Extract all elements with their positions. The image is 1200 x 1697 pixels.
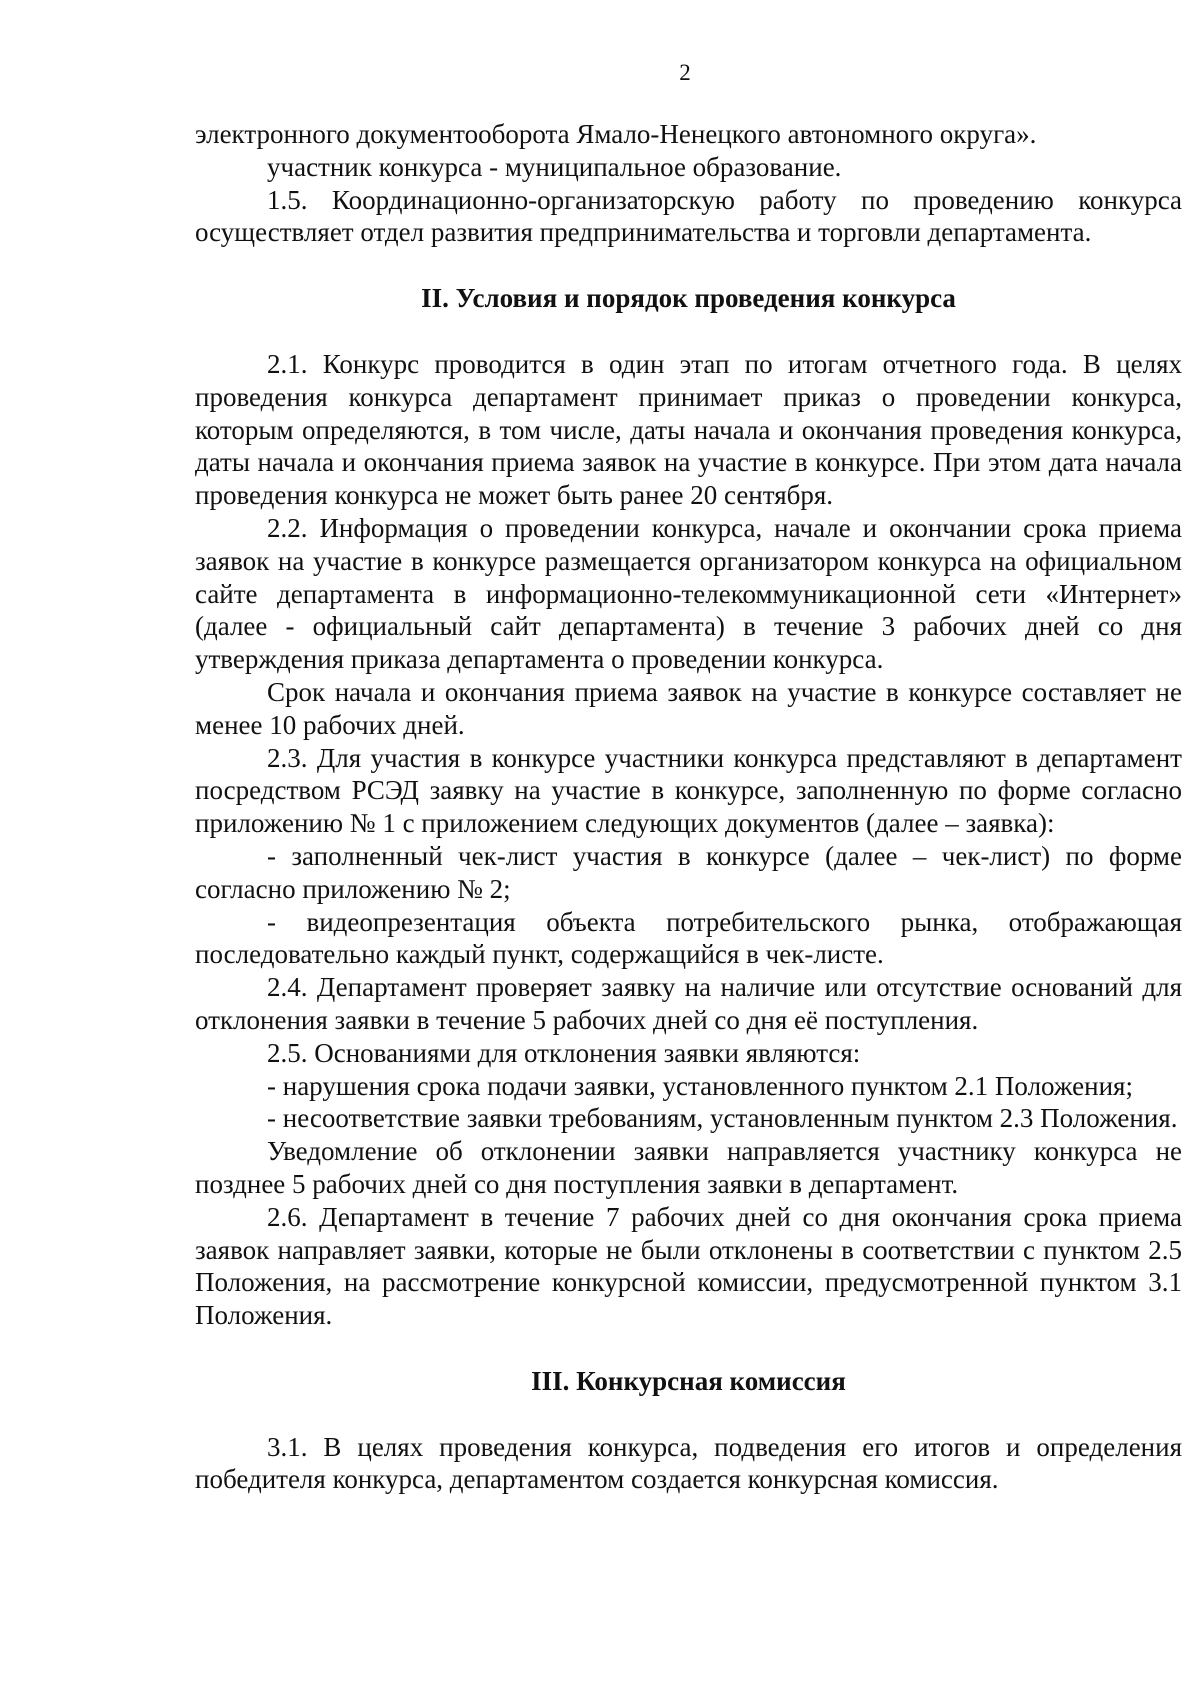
paragraph-2-4: 2.4. Департамент проверяет заявку на наличие или отсутствие оснований для отклонения заявки в течение 5 рабочих дней со дня её поступления. [195, 972, 1182, 1035]
paragraph-2-1: 2.1. Конкурс проводится в один этап по итогам отчетного года. В целях проведения конкурса департамент принимает приказ о проведении конкурса, которым определяются, в том числе, даты начала и окончания проведения конкурса, даты начала и окончания приема заявок на участие в конкурсе. При этом дата начала проведения конкурса не может быть ранее 20 сентября. [195, 348, 1182, 511]
paragraph-application-term: Срок начала и окончания приема заявок на участие в конкурсе составляет не менее 10 рабочих дней. [195, 676, 1182, 740]
list-item-checklist: - заполненный чек-лист участия в конкурсе (далее – чек-лист) по форме согласно приложению № 2; [195, 840, 1182, 904]
section-heading-3: III. Конкурсная комиссия [531, 1365, 846, 1396]
paragraph-rejection-notice: Уведомление об отклонении заявки направляется участнику конкурса не позднее 5 рабочих дней со дня поступления заявки в департамент. [195, 1136, 1182, 1199]
paragraph-participant-definition: участник конкурса - муниципальное образование. [267, 151, 842, 182]
paragraph-3-1: 3.1. В целях проведения конкурса, подведения его итогов и определения победителя конкурса, департаментом создается конкурсная комиссия. [195, 1431, 1182, 1495]
list-item-video-presentation: - видеопрезентация объекта потребительского рынка, отображающая последовательно каждый пункт, содержащийся в чек-листе. [195, 906, 1182, 970]
paragraph-2-5: 2.5. Основаниями для отклонения заявки являются: [267, 1037, 861, 1068]
section-heading-2: II. Условия и порядок проведения конкурса [421, 283, 956, 314]
document-body [195, 118, 1182, 1496]
list-item-requirements-mismatch: - несоответствие заявки требованиям, установленным пунктом 2.3 Положения. [267, 1103, 1178, 1134]
paragraph-2-3: 2.3. Для участия в конкурсе участники конкурса представляют в департамент посредством РСЭД заявку на участие в конкурсе, заполненную по форме согласно приложению № 1 с приложением следующих документов (далее – заявка): [195, 742, 1182, 839]
paragraph-continuation: электронного документооборота Ямало-Ненецкого автономного округа». [195, 119, 1037, 149]
paragraph-1-5: 1.5. Координационно-организаторскую работу по проведению конкурса осуществляет отдел развития предпринимательства и торговли департамента. [195, 184, 1182, 248]
paragraph-2-6: 2.6. Департамент в течение 7 рабочих дней со дня окончания срока приема заявок направляет заявки, которые не были отклонены в соответствии с пунктом 2.5 Положения, на рассмотрение конкурсной комиссии, предусмотренной пунктом 3.1 Положения. [195, 1201, 1182, 1331]
list-item-deadline-violation: - нарушения срока подачи заявки, установленного пунктом 2.1 Положения; [267, 1070, 1133, 1101]
page-number: 2 [679, 60, 691, 85]
paragraph-2-2: 2.2. Информация о проведении конкурса, начале и окончании срока приема заявок на участие в конкурсе размещается организатором конкурса на официальном сайте департамента в информационно-телекоммуникационной сети «Интернет» (далее - официальный сайт департамента) в течение 3 рабочих дней со дня утверждения приказа департамента о проведении конкурса. [195, 512, 1182, 675]
